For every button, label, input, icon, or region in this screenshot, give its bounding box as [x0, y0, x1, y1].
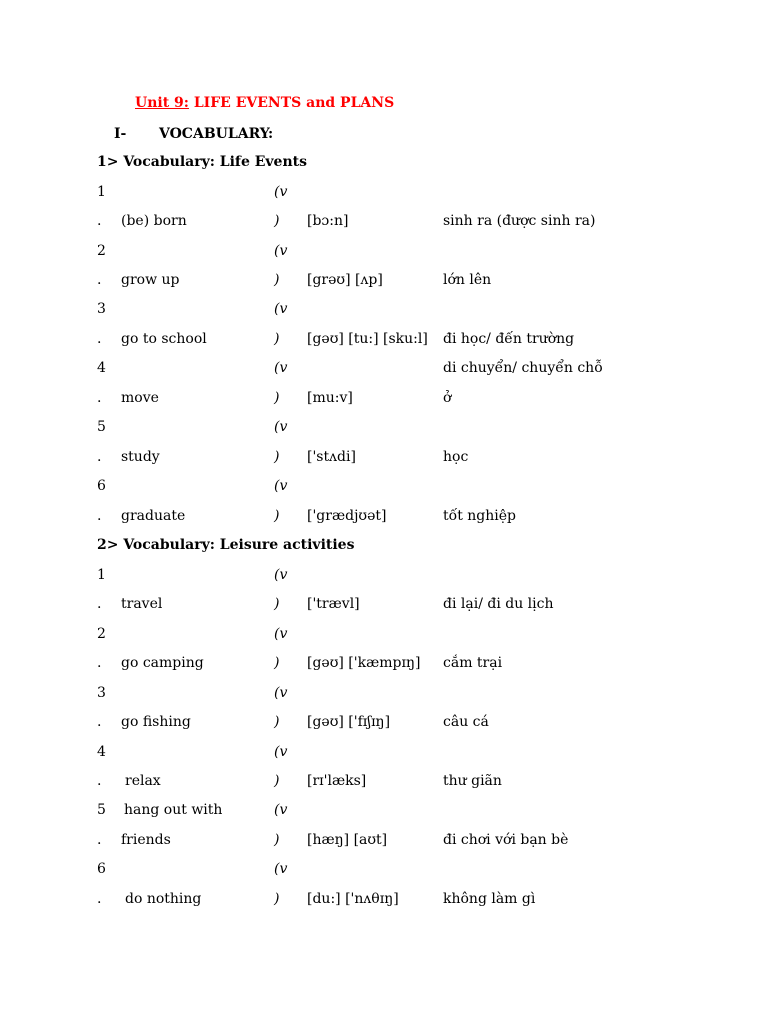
- entry-ipa: [bɔ:n]: [307, 213, 349, 229]
- entry-number: 6: [97, 478, 106, 494]
- entry-ipa: [gəʊ] [tu:] [sku:l]: [307, 331, 428, 347]
- entry-meaning: thư giãn: [443, 773, 502, 789]
- pos-close: ): [274, 832, 280, 848]
- entry-meaning: cắm trại: [443, 655, 503, 671]
- pos-close: ): [274, 390, 280, 406]
- entry-word: go fishing: [121, 714, 191, 730]
- entry-number: 2: [97, 243, 106, 259]
- entry-meaning: câu cá: [443, 714, 489, 730]
- entry-ipa: ['trævl]: [307, 596, 360, 612]
- section-label: VOCABULARY:: [159, 126, 274, 142]
- pos-close: ): [274, 596, 280, 612]
- entry-word: travel: [121, 596, 163, 612]
- pos-close: ): [274, 272, 280, 288]
- entry-word: move: [121, 390, 159, 406]
- entry-dot: .: [97, 773, 102, 789]
- pos-close: ): [274, 508, 280, 524]
- entry-ipa: [mu:v]: [307, 390, 353, 406]
- entry-meaning: sinh ra (được sinh ra): [443, 213, 596, 229]
- entry-number: 2: [97, 626, 106, 642]
- pos-close: ): [274, 213, 280, 229]
- pos-open: (v: [274, 685, 288, 701]
- pos-open: (v: [274, 301, 288, 317]
- pos-open: (v: [274, 861, 288, 877]
- group-heading-life-events: 1> Vocabulary: Life Events: [97, 154, 307, 170]
- entry-ipa: [gəʊ] ['kæmpɪŋ]: [307, 655, 421, 671]
- entry-word: graduate: [121, 508, 186, 524]
- entry-dot: .: [97, 213, 102, 229]
- entry-word: (be) born: [121, 213, 187, 229]
- entry-word: hang out with: [124, 802, 223, 818]
- entry-dot: .: [97, 832, 102, 848]
- entry-word: go camping: [121, 655, 204, 671]
- entry-dot: .: [97, 390, 102, 406]
- entry-meaning: di chuyển/ chuyển chỗ: [443, 360, 603, 376]
- pos-open: (v: [274, 243, 288, 259]
- entry-word: relax: [125, 773, 161, 789]
- entry-ipa: ['stʌdi]: [307, 449, 356, 465]
- entry-meaning: lớn lên: [443, 272, 492, 288]
- entry-number: 5: [97, 802, 106, 818]
- entry-dot: .: [97, 449, 102, 465]
- entry-ipa: [grəʊ] [ʌp]: [307, 272, 383, 288]
- entry-ipa: [gəʊ] ['fɪʃɪŋ]: [307, 714, 391, 730]
- entry-dot: .: [97, 596, 102, 612]
- entry-meaning: đi chơi với bạn bè: [443, 832, 569, 848]
- entry-ipa: [rɪ'læks]: [307, 773, 367, 789]
- entry-ipa: [hæŋ] [aʊt]: [307, 832, 388, 848]
- entry-number: 3: [97, 685, 106, 701]
- entry-ipa: [du:] ['nʌθɪŋ]: [307, 891, 399, 907]
- entry-meaning: đi lại/ đi du lịch: [443, 596, 554, 612]
- section-numeral: I-: [114, 126, 127, 142]
- pos-open: (v: [274, 184, 288, 200]
- entry-number: 5: [97, 419, 106, 435]
- entry-number: 1: [97, 184, 106, 200]
- entry-meaning-continued: ở: [443, 390, 452, 406]
- entry-meaning: không làm gì: [443, 891, 536, 907]
- unit-topic: LIFE EVENTS and PLANS: [188, 95, 395, 111]
- entry-dot: .: [97, 331, 102, 347]
- unit-number: Unit 9:: [135, 95, 189, 111]
- entry-number: 6: [97, 861, 106, 877]
- entry-dot: .: [97, 714, 102, 730]
- entry-dot: .: [97, 508, 102, 524]
- entry-meaning: học: [443, 449, 469, 465]
- entry-number: 3: [97, 301, 106, 317]
- entry-ipa: ['grædjʊət]: [307, 508, 387, 524]
- entry-number: 4: [97, 360, 106, 376]
- pos-open: (v: [274, 744, 288, 760]
- entry-dot: .: [97, 891, 102, 907]
- entry-word-continued: friends: [121, 832, 171, 848]
- entry-dot: .: [97, 272, 102, 288]
- entry-word: study: [121, 449, 160, 465]
- entry-dot: .: [97, 655, 102, 671]
- pos-close: ): [274, 773, 280, 789]
- pos-close: ): [274, 449, 280, 465]
- unit-title: [135, 94, 394, 112]
- pos-open: (v: [274, 626, 288, 642]
- pos-close: ): [274, 714, 280, 730]
- pos-open: (v: [274, 802, 288, 818]
- pos-open: (v: [274, 567, 288, 583]
- pos-open: (v: [274, 360, 288, 376]
- entry-word: grow up: [121, 272, 180, 288]
- entry-number: 1: [97, 567, 106, 583]
- entry-word: do nothing: [125, 891, 202, 907]
- group-heading-leisure-activities: 2> Vocabulary: Leisure activities: [97, 537, 355, 553]
- entry-number: 4: [97, 744, 106, 760]
- entry-meaning: tốt nghiệp: [443, 508, 516, 524]
- entry-meaning: đi học/ đến trường: [443, 331, 575, 347]
- pos-close: ): [274, 891, 280, 907]
- pos-close: ): [274, 331, 280, 347]
- pos-open: (v: [274, 419, 288, 435]
- entry-word: go to school: [121, 331, 207, 347]
- pos-close: ): [274, 655, 280, 671]
- pos-open: (v: [274, 478, 288, 494]
